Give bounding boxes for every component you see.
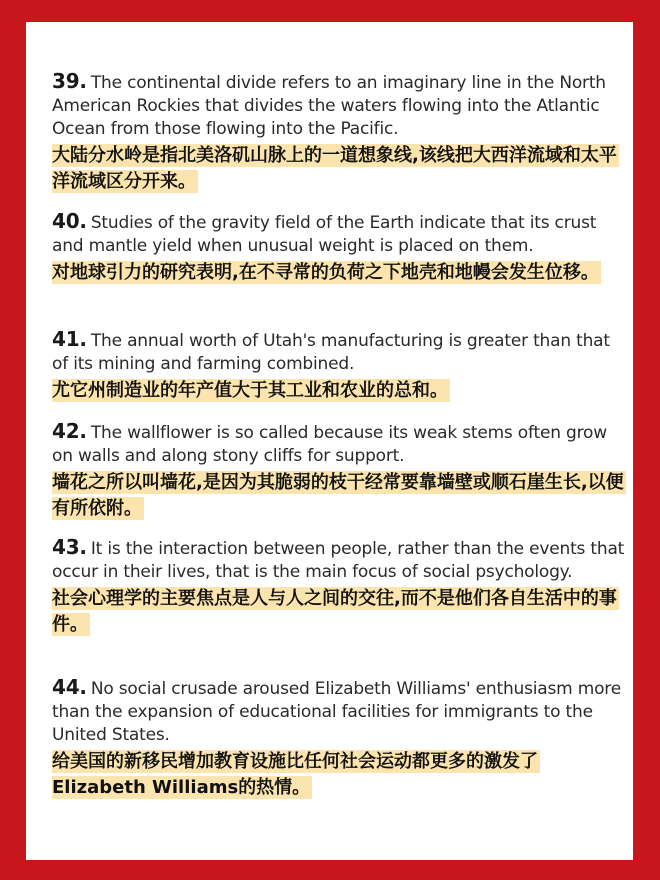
chinese-translation <box>52 260 627 286</box>
document-page <box>26 22 633 860</box>
entry-44 <box>52 676 627 801</box>
entry-43 <box>52 536 627 638</box>
chinese-text: 尤它州制造业的年产值大于其工业和农业的总和。 <box>52 380 448 401</box>
english-text: The annual worth of Utah's manufacturing is greater than that of its mining and farming combined. <box>52 331 610 374</box>
entry-40 <box>52 210 627 286</box>
chinese-text: 社会心理学的主要焦点是人与人之间的交往,而不是他们各自生活中的事件。 <box>52 588 617 635</box>
english-sentence <box>52 328 627 376</box>
english-text: It is the interaction between people, rather than the events that occur in their lives, that is the main focus of social psychology. <box>52 539 625 582</box>
entry-42 <box>52 420 627 522</box>
chinese-translation <box>52 378 627 404</box>
english-sentence <box>52 70 627 141</box>
english-sentence <box>52 420 627 468</box>
entry-41 <box>52 328 627 404</box>
entry-number: 43. <box>52 535 87 559</box>
english-text: The continental divide refers to an imaginary line in the North American Rockies that divides the waters flowing into the Atlantic Ocean from those flowing into the Pacific. <box>52 73 606 139</box>
english-sentence <box>52 210 627 258</box>
english-text: Studies of the gravity field of the Earth indicate that its crust and mantle yield when unusual weight is placed on them. <box>52 213 597 256</box>
entry-number: 44. <box>52 675 87 699</box>
entry-number: 39. <box>52 69 87 93</box>
english-sentence <box>52 536 627 584</box>
chinese-text: 对地球引力的研究表明,在不寻常的负荷之下地壳和地幔会发生位移。 <box>52 262 599 283</box>
chinese-text: 墙花之所以叫墙花,是因为其脆弱的枝干经常要靠墙壁或顺石崖生长,以便有所依附。 <box>52 472 624 519</box>
english-text: No social crusade aroused Elizabeth Williams' enthusiasm more than the expansion of educational facilities for immigrants to the United States. <box>52 679 621 745</box>
entry-number: 40. <box>52 209 87 233</box>
chinese-translation <box>52 586 627 638</box>
english-text: The wallflower is so called because its weak stems often grow on walls and along stony cliffs for support. <box>52 423 607 466</box>
english-sentence <box>52 676 627 747</box>
entry-number: 41. <box>52 327 87 351</box>
chinese-translation <box>52 749 627 801</box>
chinese-text: 给美国的新移民增加教育设施比任何社会运动都更多的激发了Elizabeth Williams的热情。 <box>52 751 538 798</box>
chinese-text: 大陆分水岭是指北美洛矶山脉上的一道想象线,该线把大西洋流域和太平洋流域区分开来。 <box>52 145 617 192</box>
entry-39 <box>52 70 627 195</box>
chinese-translation <box>52 470 627 522</box>
entry-number: 42. <box>52 419 87 443</box>
chinese-translation <box>52 143 627 195</box>
